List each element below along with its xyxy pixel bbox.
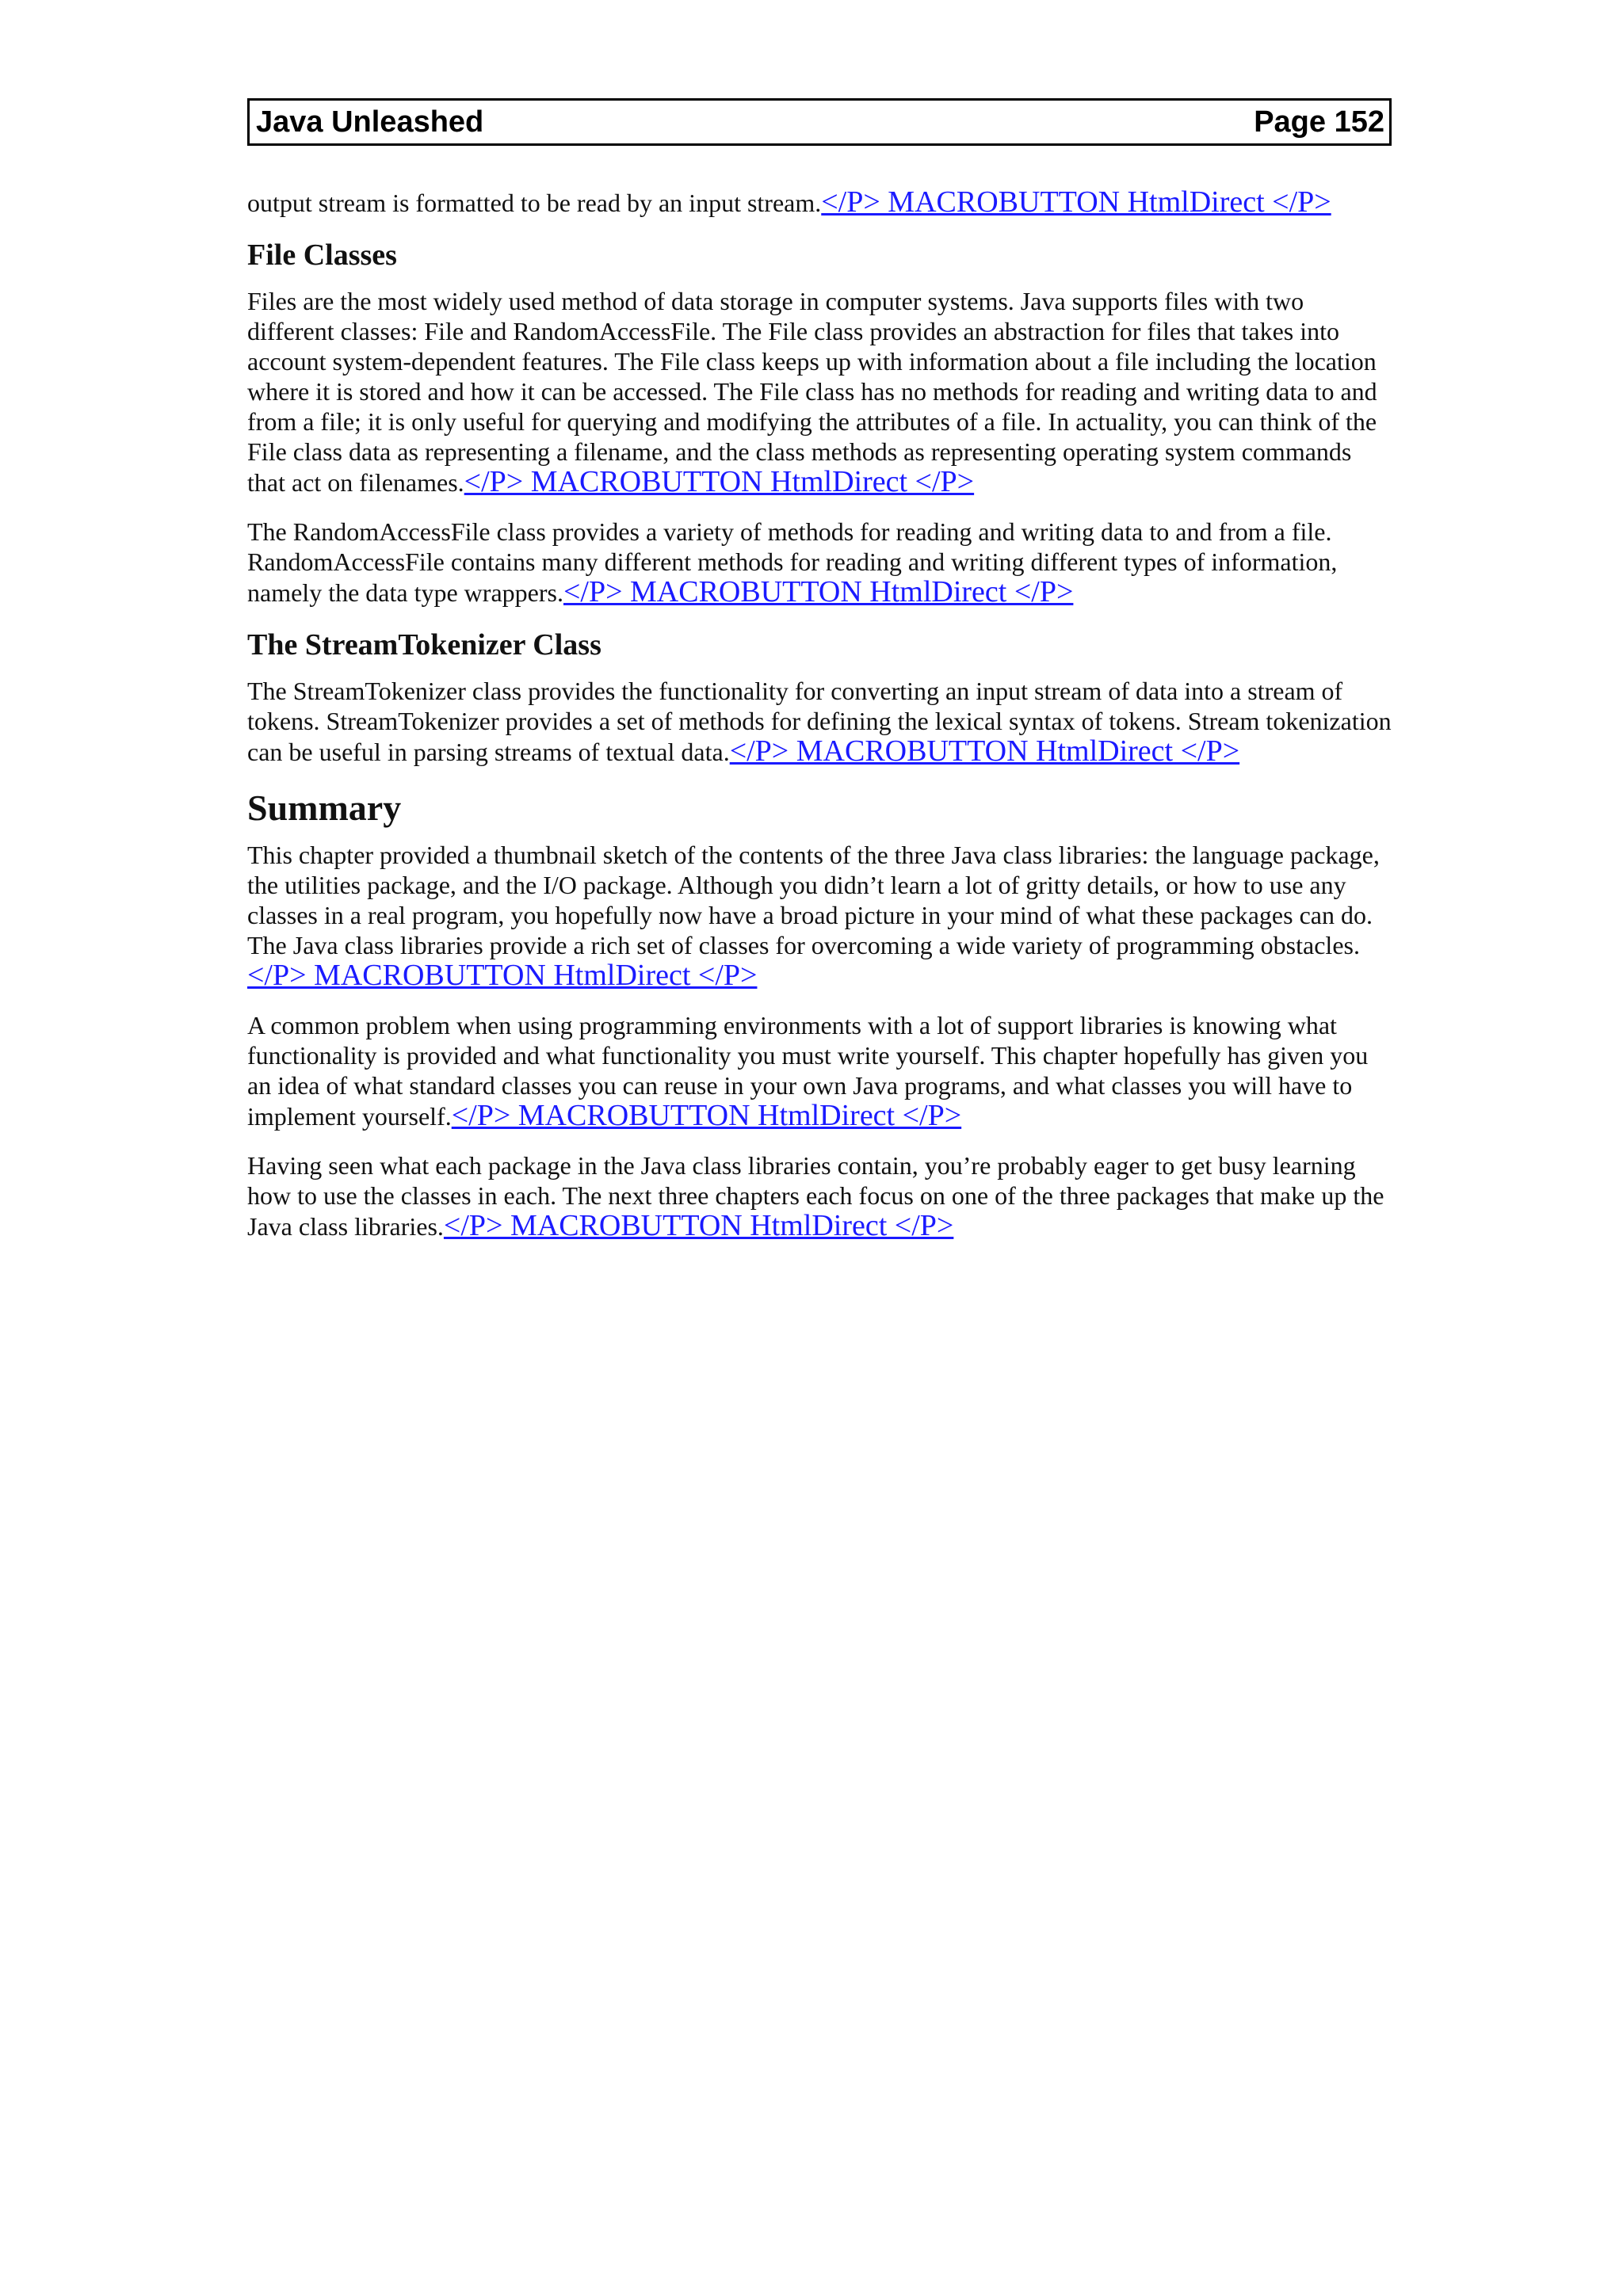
heading-summary: Summary <box>247 788 402 828</box>
paragraph-text: output stream is formatted to be read by an input stream. <box>247 189 822 217</box>
paragraph <box>247 1150 1392 1241</box>
macrobutton-link[interactable]: </P> MACROBUTTON HtmlDirect </P> <box>464 465 975 498</box>
paragraph-text: The StreamTokenizer class provides the functionality for converting an input stream of data into a stream of tokens. StreamTokenizer provides a set of methods for defining the lexical syntax of tokens. Stream tokenization can be useful in parsing streams of textual data. <box>247 677 1392 766</box>
paragraph <box>247 286 1392 498</box>
paragraph-text: Files are the most widely used method of data storage in computer systems. Java supports files with two different classes: File and RandomAccessFile. The File class provides an abstraction for files that takes into account system-dependent features. The File class keeps up with information about a file including the location where it is stored and how it can be accessed. The File class has no methods for reading and writing data to and from a file; it is only useful for querying and modifying the attributes of a file. In actuality, you can think of the File class data as representing a filename, and the class methods as representing operating system commands that act on filenames. <box>247 287 1377 497</box>
paragraph <box>247 676 1392 767</box>
document-page <box>247 98 1392 1261</box>
page-header <box>247 98 1392 146</box>
heading-file-classes: File Classes <box>247 238 397 272</box>
paragraph <box>247 840 1392 991</box>
paragraph-text: This chapter provided a thumbnail sketch of the contents of the three Java class libraries: the language package, the utilities package, and the I/O package. Although you didn’t learn a lot of gritty details, or how to use any classes in a real program, you hopefully now have a broad picture in your mind of what these packages can do. The Java class libraries provide a rich set of classes for overcoming a wide variety of programming obstacles. <box>247 841 1380 959</box>
page-content <box>247 187 1392 1241</box>
macrobutton-link[interactable]: </P> MACROBUTTON HtmlDirect </P> <box>247 959 758 992</box>
macrobutton-link[interactable]: </P> MACROBUTTON HtmlDirect </P> <box>729 734 1240 768</box>
macrobutton-link[interactable]: </P> MACROBUTTON HtmlDirect </P> <box>821 185 1331 219</box>
header-page-number: Page 152 <box>1254 105 1384 139</box>
paragraph <box>247 517 1392 608</box>
header-title: Java Unleashed <box>256 105 484 139</box>
paragraph-text: Having seen what each package in the Java class libraries contain, you’re probably eager to get busy learning how to use the classes in each. The next three chapters each focus on one of the three packages that make up the Java class libraries. <box>247 1151 1384 1241</box>
paragraph <box>247 187 1392 218</box>
macrobutton-link[interactable]: </P> MACROBUTTON HtmlDirect </P> <box>563 575 1074 608</box>
heading-stream-tokenizer: The StreamTokenizer Class <box>247 628 601 662</box>
macrobutton-link[interactable]: </P> MACROBUTTON HtmlDirect </P> <box>443 1209 954 1242</box>
paragraph-text: A common problem when using programming environments with a lot of support libraries is knowing what functionality is provided and what functionality you must write yourself. This chapter hopefully has given you an idea of what standard classes you can reuse in your own Java programs, and what classes you will have to implement yourself. <box>247 1011 1369 1131</box>
paragraph-text: The RandomAccessFile class provides a variety of methods for reading and writing data to and from a file. RandomAccessFile contains many different methods for reading and writing different types of information, namely the data type wrappers. <box>247 517 1338 607</box>
paragraph <box>247 1010 1392 1131</box>
macrobutton-link[interactable]: </P> MACROBUTTON HtmlDirect </P> <box>451 1099 962 1132</box>
